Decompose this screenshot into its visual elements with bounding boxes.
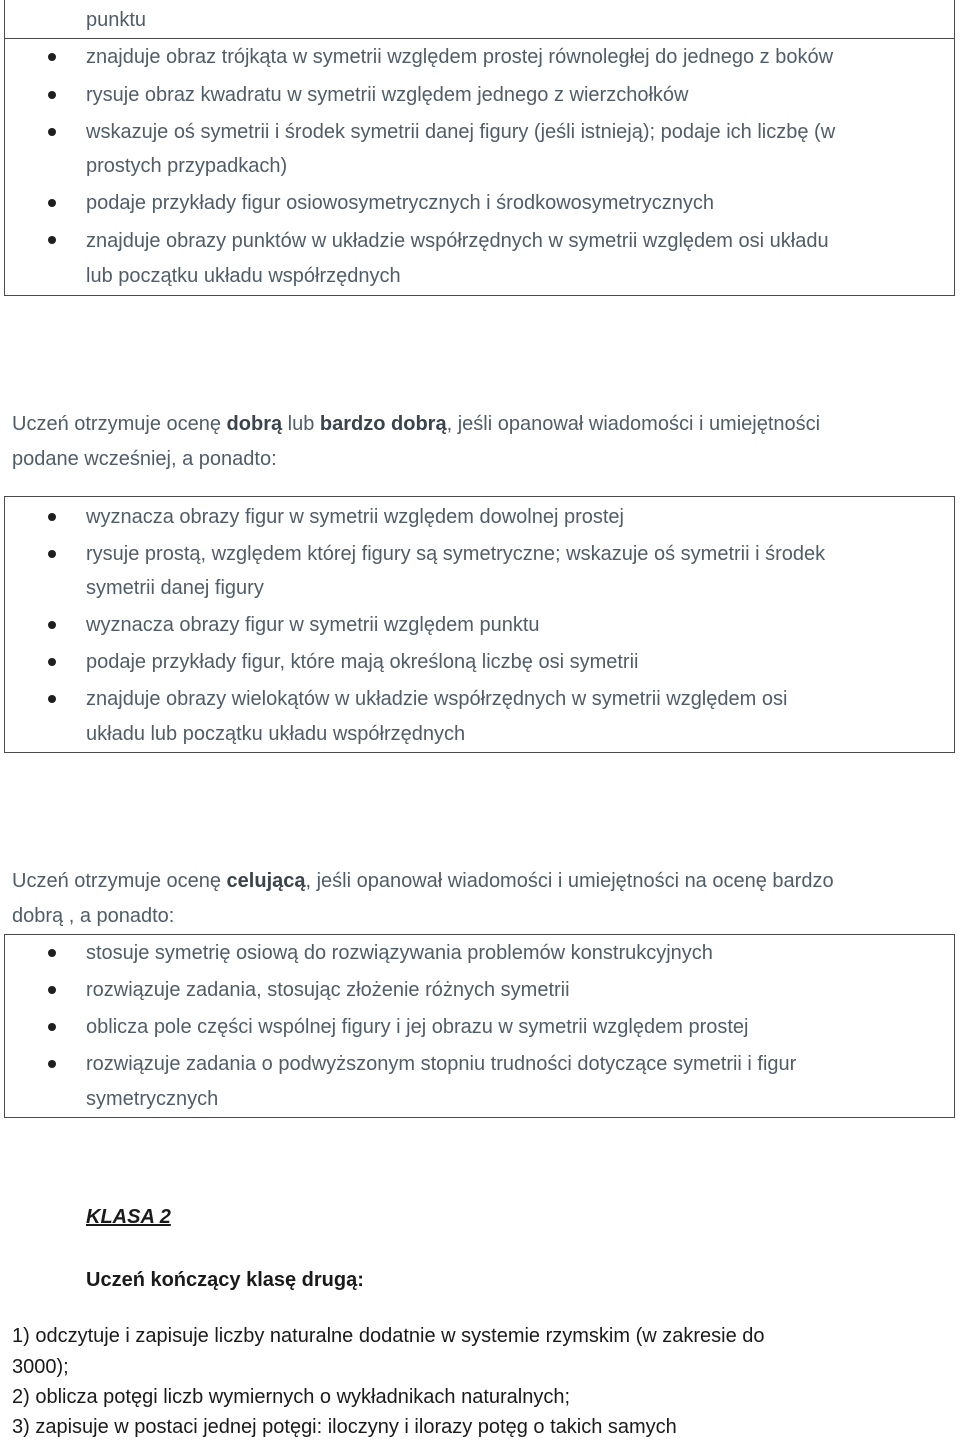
list-item-continuation: prostych przypadkach): [86, 155, 288, 177]
bullet-icon: [48, 128, 56, 136]
bullet-icon: [48, 949, 56, 957]
bullet-icon: [48, 91, 56, 99]
list-item: stosuje symetrię osiową do rozwiązywania problemów konstrukcyjnych: [86, 942, 713, 964]
intro-text: , jeśli opanował wiadomości i umiejętności: [446, 413, 821, 435]
list-item: rysuje obraz kwadratu w symetrii względem jednego z wierzchołków: [86, 84, 689, 106]
list-item: znajduje obrazy punktów w układzie współrzędnych w symetrii względem osi układu: [86, 230, 829, 252]
grade-bardzo-dobra: bardzo dobrą: [319, 413, 447, 435]
requirement-line: 1) odczytuje i zapisuje liczby naturalne dodatnie w systemie rzymskim (w zakresie do: [12, 1325, 765, 1347]
bullet-icon: [48, 236, 56, 244]
grade-good-intro-line2: podane wcześniej, a ponadto:: [12, 448, 277, 470]
bullet-icon: [48, 621, 56, 629]
list-item-continuation: symetrii danej figury: [86, 577, 264, 599]
bullet-icon: [48, 513, 56, 521]
bullet-icon: [48, 550, 56, 558]
list-item: rysuje prostą, względem której figury są symetryczne; wskazuje oś symetrii i środek: [86, 543, 826, 565]
requirement-line: 3) zapisuje w postaci jednej potęgi: iloczyny i ilorazy potęg o takich samych: [12, 1416, 677, 1438]
class-subheading: Uczeń kończący klasę drugą:: [86, 1269, 364, 1291]
list-item-continuation: lub początku układu współrzędnych: [86, 265, 401, 287]
bullet-icon: [48, 1023, 56, 1031]
list-item: rozwiązuje zadania, stosując złożenie różnych symetrii: [86, 979, 570, 1001]
intro-text: Uczeń otrzymuje ocenę: [12, 870, 227, 892]
grade-excellent-intro: [12, 869, 834, 893]
intro-text: lub: [282, 413, 320, 435]
bullet-icon: [48, 53, 56, 61]
section1-first-line: punktu: [86, 9, 147, 31]
list-item: podaje przykłady figur, które mają określoną liczbę osi symetrii: [86, 651, 639, 673]
list-item: wyznacza obrazy figur w symetrii względem punktu: [86, 614, 540, 636]
requirement-line: 3000);: [12, 1356, 69, 1378]
class-heading: KLASA 2: [86, 1206, 171, 1228]
intro-text: Uczeń otrzymuje ocenę: [12, 413, 227, 435]
list-item: oblicza pole części wspólnej figury i jej obrazu w symetrii względem prostej: [86, 1016, 749, 1038]
grade-excellent-intro-line2: dobrą , a ponadto:: [12, 905, 175, 927]
bullet-icon: [48, 658, 56, 666]
grade-dobra: dobrą: [226, 413, 283, 435]
grade-good-intro: [12, 412, 820, 436]
bullet-icon: [48, 199, 56, 207]
bullet-icon: [48, 1060, 56, 1068]
list-item: znajduje obraz trójkąta w symetrii względem prostej równoległej do jednego z boków: [86, 46, 834, 68]
list-item-continuation: symetrycznych: [86, 1088, 219, 1110]
section1-divider: [4, 38, 955, 39]
intro-text: , jeśli opanował wiadomości i umiejętności na ocenę bardzo: [305, 870, 834, 892]
list-item: podaje przykłady figur osiowosymetrycznych i środkowosymetrycznych: [86, 192, 715, 214]
bullet-icon: [48, 986, 56, 994]
list-item-continuation: układu lub początku układu współrzędnych: [86, 723, 466, 745]
bullet-icon: [48, 695, 56, 703]
requirement-line: 2) oblicza potęgi liczb wymiernych o wykładnikach naturalnych;: [12, 1386, 571, 1408]
list-item: rozwiązuje zadania o podwyższonym stopniu trudności dotyczące symetrii i figur: [86, 1053, 797, 1075]
list-item: wyznacza obrazy figur w symetrii względem dowolnej prostej: [86, 506, 624, 528]
grade-celujaca: celującą: [226, 870, 306, 892]
list-item: znajduje obrazy wielokątów w układzie współrzędnych w symetrii względem osi: [86, 688, 788, 710]
list-item: wskazuje oś symetrii i środek symetrii danej figury (jeśli istnieją); podaje ich liczbę (w: [86, 121, 836, 143]
